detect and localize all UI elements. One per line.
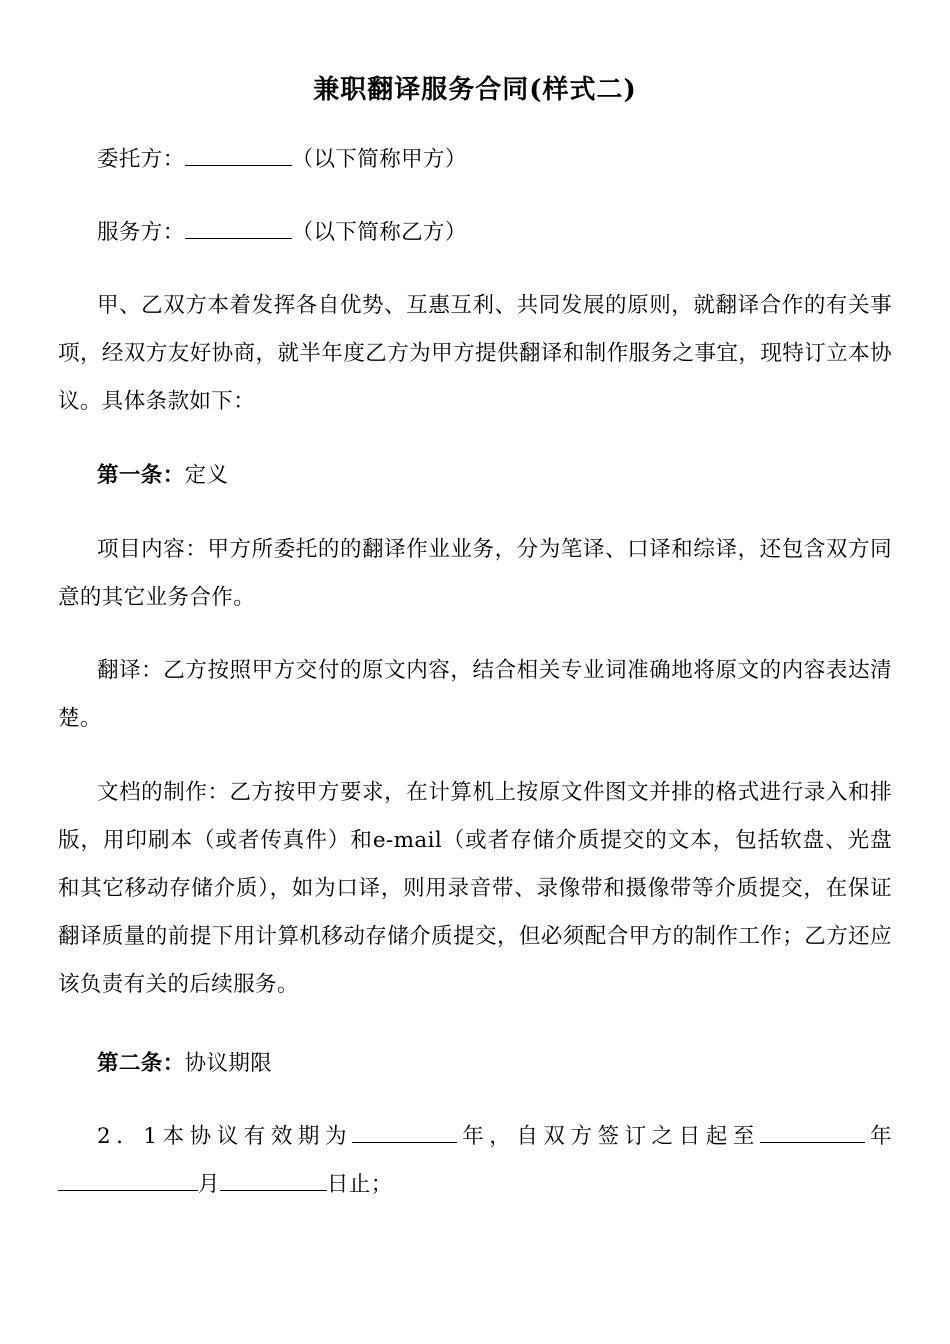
- provider-line: [58, 209, 892, 257]
- term-years-blank[interactable]: [352, 1114, 457, 1143]
- provider-label: 服务方：: [97, 220, 185, 245]
- client-line: [58, 136, 892, 184]
- term-clause: [58, 1113, 892, 1209]
- term-prefix: 2．1本协议有效期为: [97, 1124, 353, 1149]
- term-end-day-blank[interactable]: [220, 1162, 327, 1191]
- term-month-text: 月: [198, 1172, 220, 1197]
- provider-name-blank[interactable]: [185, 210, 292, 239]
- provider-suffix: （以下简称乙方）: [291, 220, 467, 245]
- article1-title: 定义: [184, 463, 229, 488]
- term-end-month-blank[interactable]: [58, 1162, 198, 1191]
- client-name-blank[interactable]: [185, 137, 292, 166]
- intro-paragraph: 甲、乙双方本着发挥各自优势、互惠互利、共同发展的原则，就翻译合作的有关事项，经双方友好协商，就半年度乙方为甲方提供翻译和制作服务之事宜，现特订立本协议。具体条款如下：: [58, 293, 892, 414]
- term-year1-text: 年，自双方签订之日起至: [457, 1124, 760, 1149]
- article2-line: [58, 1040, 892, 1088]
- article1-heading: 第一条：: [97, 463, 185, 488]
- article2-title: 协议期限: [184, 1051, 273, 1076]
- article2-heading: 第二条：: [97, 1051, 185, 1076]
- term-end-text: 日止；: [326, 1172, 393, 1197]
- definition-production: 文档的制作：乙方按甲方要求，在计算机上按原文件图文并排的格式进行录入和排版，用印刷本（或者传真件）和e-mail（或者存储介质提交的文本，包括软盘、光盘和其它移动存储介质），如为口译，则用录音带、录像带和摄像带等介质提交，在保证翻译质量的前提下用计算机移动存储介质提交，但必须配合甲方的制作工作；乙方还应该负责有关的后续服务。: [58, 780, 892, 997]
- article1-line: [58, 452, 892, 500]
- term-end-year-blank[interactable]: [760, 1114, 865, 1143]
- definition-translation: 翻译：乙方按照甲方交付的原文内容，结合相关专业词准确地将原文的内容表达清楚。: [58, 658, 892, 731]
- term-year2-text: 年: [864, 1124, 893, 1149]
- client-suffix: （以下简称甲方）: [291, 147, 467, 172]
- definition-project: 项目内容：甲方所委托的的翻译作业业务，分为笔译、口译和综译，还包含双方同意的其它业务合作。: [58, 537, 892, 610]
- client-label: 委托方：: [97, 147, 185, 172]
- document-title: 兼职翻译服务合同(样式二): [313, 75, 637, 105]
